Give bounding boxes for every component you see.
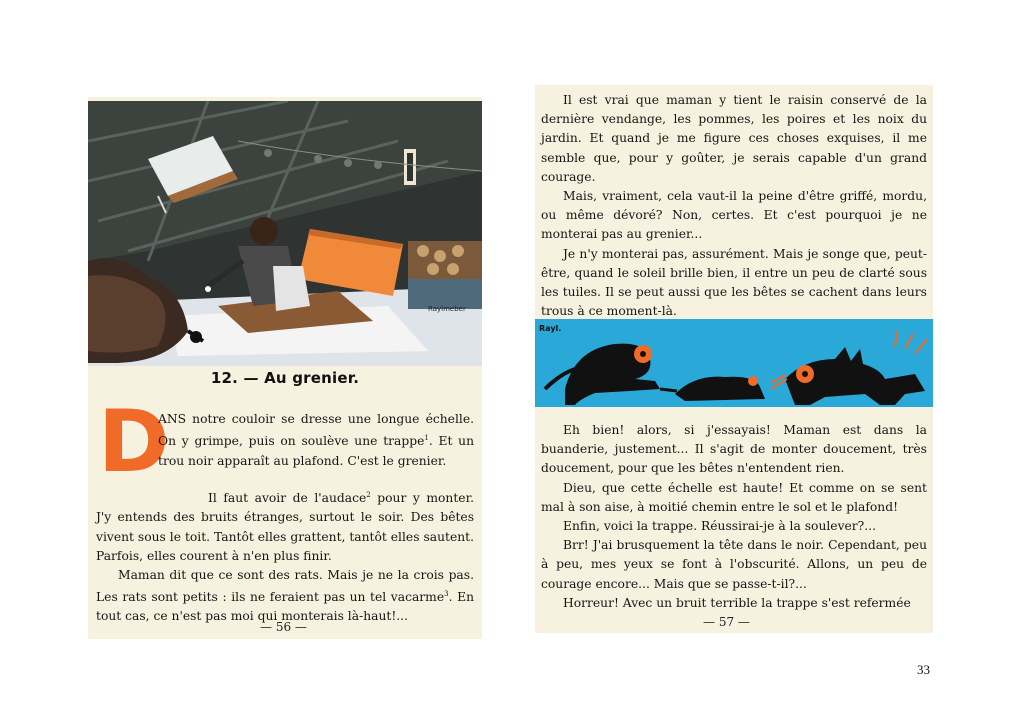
illustration-signature: Raylmeber <box>428 305 466 313</box>
cats-illustration <box>535 319 933 407</box>
right-page-bottom-text <box>541 421 927 613</box>
right-book-page <box>535 85 933 633</box>
paragraph-1 <box>158 410 474 471</box>
paragraph-2-start: Il faut avoir de l'audace <box>208 491 367 506</box>
attic-illustration <box>88 101 482 366</box>
left-book-page <box>88 97 482 639</box>
right-paragraph-6: Enfin, voici la trappe. Réussirai-je à la soulever?... <box>563 519 876 534</box>
paragraph-3-start: Maman dit que ce sont des rats. Mais je ne la crois pas. Les rats sont petits : ils ne feraient pas un tel vacarme <box>96 567 474 605</box>
cats-signature: Rayl. <box>539 324 562 333</box>
page-number: 33 <box>917 662 930 677</box>
right-paragraph-1: Il est vrai que maman y tient le raisin conservé de la dernière vendange, les pommes, les poires et les noix du jardin. Et quand je me figure ces choses exquises, il me semble que, pour y goûter, je serais capable d'un grand courage. <box>541 93 927 184</box>
right-paragraph-4: Eh bien! alors, si j'essayais! Maman est dans la buanderie, justement... Il s'agit de monter doucement, très doucement, pour que les bêtes n'entendent rien. <box>541 423 927 476</box>
folio-left: — 56 — <box>260 620 307 634</box>
right-paragraph-5: Dieu, que cette échelle est haute! Et comme on se sent mal à son aise, à moitié chemin entre le sol et le plafond! <box>541 480 927 514</box>
right-paragraph-2: Mais, vraiment, cela vaut-il la peine d'être griffé, mordu, ou même dévoré? Non, certes. Et c'est pourquoi je ne monterai pas au grenier... <box>541 189 927 242</box>
paragraph-1-line-2: échelle. On y grimpe, puis on soulève une <box>158 412 475 449</box>
left-page-body <box>96 486 474 627</box>
paragraph-1-first-line: ANS notre couloir se dresse une longue <box>158 412 420 426</box>
paragraph-2-rest: pour y monter. J'y entends des bruits étranges, surtout le soir. Des bêtes vivent sous le toit. Tantôt elles grattent, tantôt elles sautent. Parfois, elles courent à n'en plus finir. <box>96 491 475 563</box>
footnote-marker-2: 2 <box>366 491 371 499</box>
right-page-top-text <box>541 91 927 321</box>
right-paragraph-7: Brr! J'ai brusquement la tête dans le noir. Cependant, peu à peu, mes yeux se font à l'obscurité. Allons, un peu de courage encore... Mais que se passe-t-il?... <box>541 538 927 591</box>
folio-right: — 57 — <box>703 615 750 629</box>
paragraph-1-line-3b: . Et un trou noir apparaît au plafond. <box>158 434 474 468</box>
paragraph-1-line-4: C'est le grenier. <box>347 453 447 468</box>
chapter-title: 12. — Au grenier. <box>210 369 360 387</box>
drop-cap-letter: D <box>98 392 170 492</box>
footnote-marker-1: 1 <box>424 434 429 443</box>
footnote-marker-3: 3 <box>444 590 449 599</box>
right-paragraph-3: Je n'y monterai pas, assurément. Mais je songe que, peut-être, quand le soleil brille bien, il entre un peu de clarté sous les tuiles. Il se peut aussi que les bêtes se cachent dans leurs trous à ce moment-là. <box>541 246 927 319</box>
right-paragraph-8: Horreur! Avec un bruit terrible la trappe s'est refermée <box>563 595 911 610</box>
paragraph-3-rest: . En tout cas, ce n'est pas moi qui monterais là-haut!... <box>96 590 474 624</box>
paragraph-1-line-3: trappe <box>383 434 425 449</box>
